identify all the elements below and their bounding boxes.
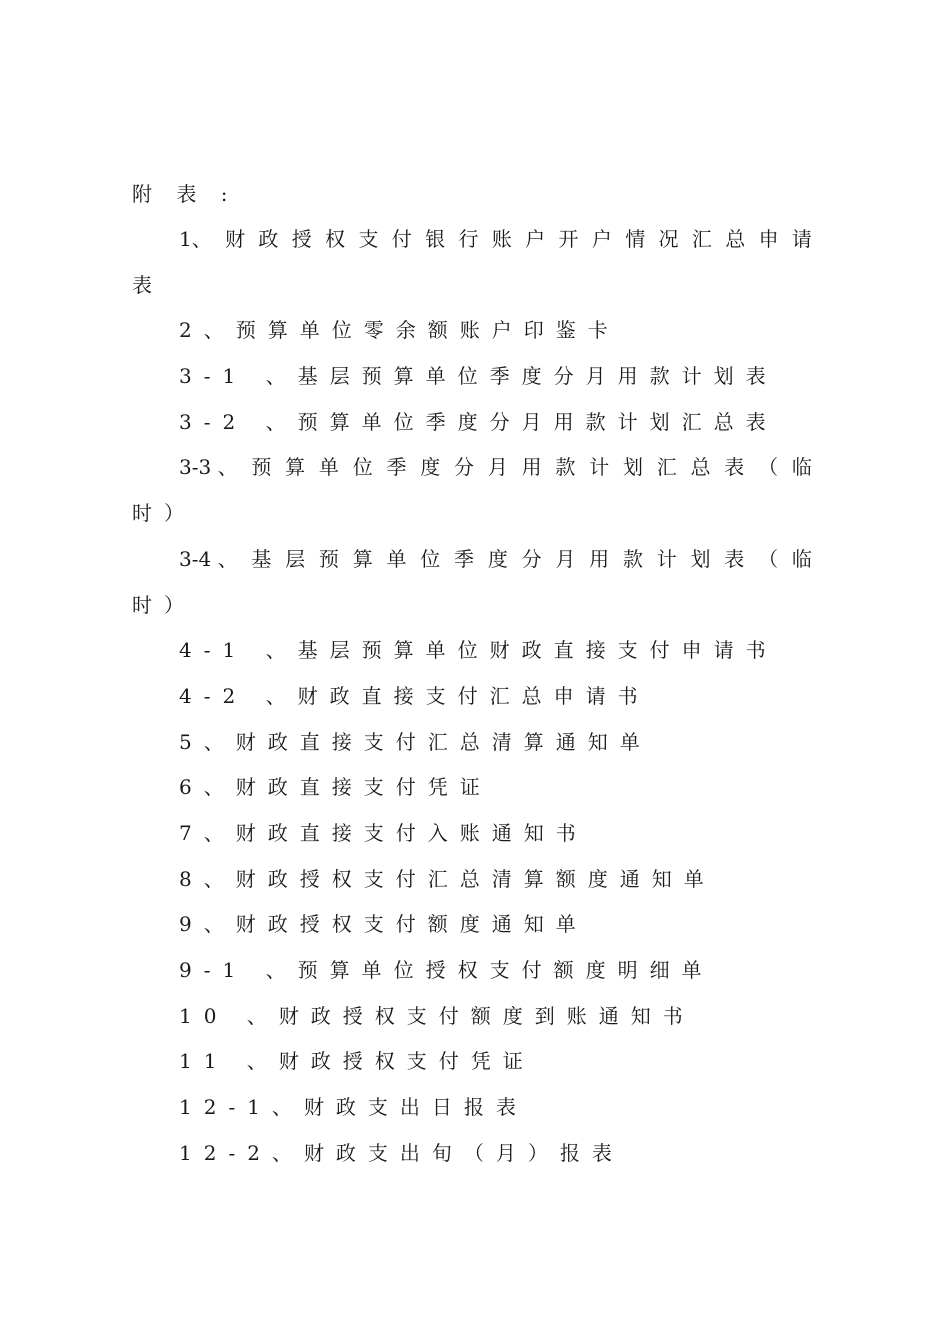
appendix-item-justified — [179, 537, 812, 583]
appendix-item-char: 位 — [352, 455, 373, 480]
appendix-item-char: 银 — [425, 227, 446, 251]
appendix-item-char: 付 — [391, 227, 412, 251]
appendix-item-char: 请 — [791, 227, 812, 251]
appendix-item-char: 授 — [291, 227, 312, 251]
appendix-item-line — [132, 354, 812, 400]
appendix-item-char: 季 — [454, 546, 475, 571]
appendix-item-title: 预算单位季度分月用款计划汇总表 — [297, 409, 778, 434]
appendix-item-number: 11 、 — [179, 1049, 279, 1074]
appendix-item — [132, 537, 812, 628]
appendix-item — [132, 354, 812, 400]
appendix-item-char: 开 — [558, 227, 579, 251]
appendix-item-char: 账 — [491, 227, 512, 251]
appendix-item — [132, 1085, 812, 1131]
appendix-item-number: 6、 — [179, 775, 236, 800]
appendix-item-char: 度 — [487, 546, 508, 571]
appendix-item-line — [132, 674, 812, 720]
appendix-item-number: 12-2、 — [179, 1140, 304, 1165]
appendix-item — [132, 445, 812, 536]
appendix-item-number: 8、 — [179, 866, 236, 891]
appendix-item — [132, 400, 812, 446]
appendix-item-char: 划 — [622, 455, 643, 480]
appendix-item-char: 情 — [625, 227, 646, 251]
appendix-item — [132, 857, 812, 903]
appendix-item-char: 层 — [285, 546, 306, 571]
appendix-item-char: 表 — [724, 546, 745, 571]
appendix-item-number: 4-1 、 — [179, 638, 298, 663]
appendix-item-number: 3-3 、 — [179, 455, 238, 480]
appendix-item-char: 月 — [555, 546, 576, 571]
appendix-item-char: 计 — [656, 546, 677, 571]
appendix-item-char: 算 — [352, 546, 373, 571]
appendix-item-justified — [179, 445, 812, 491]
appendix-item-line — [132, 902, 812, 948]
appendix-item-continuation: 时） — [132, 501, 196, 526]
appendix-item-char: 临 — [791, 546, 812, 571]
appendix-item-char: 临 — [791, 455, 812, 480]
appendix-item-line — [132, 445, 812, 491]
appendix-item-title: 财政直接支付入账通知书 — [235, 820, 588, 845]
appendix-item-char: 支 — [358, 227, 379, 251]
appendix-item-char: 况 — [658, 227, 679, 251]
appendix-item-char: （ — [758, 546, 779, 571]
appendix-item — [132, 994, 812, 1040]
appendix-item-justified — [179, 217, 812, 263]
appendix-item-char: 总 — [690, 455, 711, 480]
appendix-item-line — [132, 628, 812, 674]
appendix-item-char: 单 — [318, 455, 339, 480]
appendix-item-char: 汇 — [656, 455, 677, 480]
appendix-item-char: 权 — [325, 227, 346, 251]
appendix-item-char: 分 — [454, 455, 475, 480]
appendix-item-line — [132, 1131, 812, 1177]
appendix-item — [132, 217, 812, 308]
appendix-heading: 附 表 : — [132, 182, 237, 206]
appendix-item-line — [132, 537, 812, 583]
appendix-item — [132, 765, 812, 811]
appendix-item-number: 7、 — [179, 820, 236, 845]
appendix-items — [132, 217, 812, 1176]
appendix-item-char: 分 — [521, 546, 542, 571]
appendix-list — [132, 171, 812, 1176]
appendix-item-char: 财 — [225, 227, 246, 251]
appendix-item-char: 款 — [622, 546, 643, 571]
appendix-item-char: 季 — [386, 455, 407, 480]
appendix-item-char: 汇 — [691, 227, 712, 251]
appendix-item-char: 基 — [251, 546, 272, 571]
appendix-item-char: （ — [758, 455, 779, 480]
appendix-item — [132, 1039, 812, 1085]
appendix-item-number: 12-1、 — [179, 1095, 304, 1120]
appendix-item — [132, 811, 812, 857]
appendix-item-char: 月 — [487, 455, 508, 480]
appendix-item-line — [132, 857, 812, 903]
appendix-item-number: 2、 — [179, 318, 236, 343]
appendix-item-line — [132, 765, 812, 811]
appendix-item-number: 4-2 、 — [179, 683, 298, 708]
appendix-item-line — [132, 217, 812, 263]
appendix-item — [132, 720, 812, 766]
appendix-item-char: 预 — [251, 455, 272, 480]
appendix-item-number: 1、 — [179, 227, 212, 251]
appendix-item-line — [132, 811, 812, 857]
appendix-item-char: 总 — [725, 227, 746, 251]
appendix-item-line — [132, 1039, 812, 1085]
appendix-item-char: 位 — [420, 546, 441, 571]
appendix-item-continuation: 时） — [132, 592, 196, 617]
appendix-item-number: 3-4 、 — [179, 546, 238, 571]
appendix-item-char: 政 — [258, 227, 279, 251]
appendix-item-title: 财政直接支付汇总清算通知单 — [235, 729, 652, 754]
appendix-item-number: 9、 — [179, 912, 236, 937]
appendix-item-title: 财政授权支付额度通知单 — [235, 912, 588, 937]
appendix-item-char: 户 — [591, 227, 612, 251]
appendix-item-number: 10 、 — [179, 1003, 279, 1028]
appendix-item-line — [132, 948, 812, 994]
appendix-item-title: 财政支出旬（月）报表 — [303, 1140, 624, 1165]
appendix-item-number: 3-2 、 — [179, 409, 298, 434]
appendix-item-char: 预 — [318, 546, 339, 571]
appendix-item-title: 财政授权支付汇总清算额度通知单 — [235, 866, 716, 891]
appendix-item-title: 基层预算单位季度分月用款计划表 — [297, 364, 778, 389]
appendix-item-char: 计 — [589, 455, 610, 480]
appendix-item-title: 财政授权支付额度到账通知书 — [278, 1003, 695, 1028]
appendix-item-line — [132, 1085, 812, 1131]
appendix-item-char: 单 — [386, 546, 407, 571]
appendix-item-title: 财政支出日报表 — [303, 1095, 528, 1120]
appendix-item-char: 度 — [420, 455, 441, 480]
appendix-item-char: 划 — [690, 546, 711, 571]
appendix-item-line — [132, 994, 812, 1040]
appendix-item-title: 财政直接支付汇总申请书 — [297, 683, 650, 708]
appendix-item — [132, 628, 812, 674]
appendix-item-continuation: 表 — [132, 272, 164, 297]
appendix-item-char: 算 — [285, 455, 306, 480]
appendix-item-title: 财政直接支付凭证 — [235, 775, 492, 800]
appendix-item-char: 用 — [589, 546, 610, 571]
appendix-item-char: 款 — [555, 455, 576, 480]
appendix-item-title: 财政授权支付凭证 — [278, 1049, 535, 1074]
appendix-item-char: 户 — [525, 227, 546, 251]
appendix-item-line — [132, 308, 812, 354]
appendix-item — [132, 948, 812, 994]
appendix-item-title: 预算单位零余额账户印鉴卡 — [235, 318, 620, 343]
appendix-item-line — [132, 720, 812, 766]
appendix-item-number: 9-1 、 — [179, 958, 298, 982]
appendix-item-number: 5、 — [179, 729, 236, 754]
appendix-item-char: 申 — [758, 227, 779, 251]
appendix-item-line — [132, 400, 812, 446]
appendix-item-title: 预算单位授权支付额度明细单 — [297, 958, 714, 982]
appendix-item-number: 3-1 、 — [179, 364, 298, 389]
appendix-item — [132, 674, 812, 720]
appendix-item — [132, 1131, 812, 1177]
appendix-item-title: 基层预算单位财政直接支付申请书 — [297, 638, 778, 663]
appendix-item-char: 表 — [724, 455, 745, 480]
appendix-item-char: 用 — [521, 455, 542, 480]
appendix-item — [132, 902, 812, 948]
appendix-item-char: 行 — [458, 227, 479, 251]
appendix-item — [132, 308, 812, 354]
